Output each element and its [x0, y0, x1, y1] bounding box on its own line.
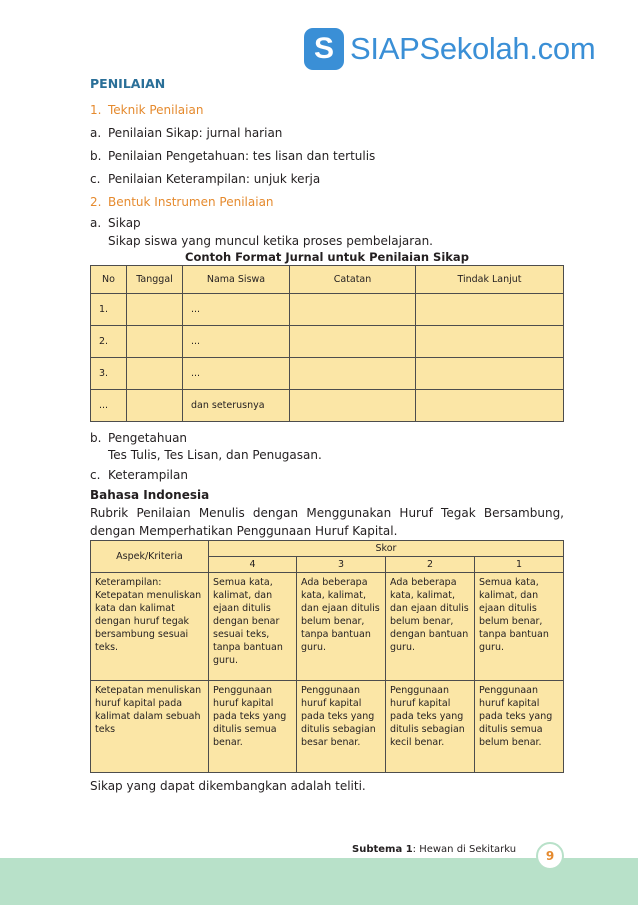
pengetahuan-heading	[90, 430, 564, 447]
rubric-cell: Penggunaan huruf kapital pada teks yang ditulis sebagian kecil benar.	[386, 681, 475, 773]
logo-badge: S	[304, 28, 344, 70]
table-row	[91, 294, 564, 326]
item-text: Penilaian Pengetahuan: tes lisan dan tertulis	[108, 149, 376, 163]
page-content	[90, 72, 564, 798]
bahasa-title: Bahasa Indonesia	[90, 488, 210, 502]
keterampilan-heading	[90, 464, 564, 487]
logo-text: SIAPSekolah.com	[350, 31, 596, 66]
teknik-heading	[90, 99, 564, 122]
subtema-label: Subtema 1	[352, 844, 413, 855]
subtema-name: : Hewan di Sekitarku	[412, 844, 517, 855]
keterampilan-label: c.	[90, 468, 101, 482]
pengetahuan-desc: Tes Tulis, Tes Lisan, dan Penugasan.	[108, 448, 322, 462]
teknik-number: 1.	[90, 103, 102, 117]
item-label: a.	[90, 126, 102, 140]
rubric-score-header: Skor	[209, 541, 564, 557]
table-cell: ...	[183, 294, 290, 326]
table-cell	[416, 326, 564, 358]
journal-caption: Contoh Format Jurnal untuk Penilaian Sikap	[185, 250, 469, 264]
teknik-item	[90, 145, 564, 168]
site-logo	[304, 26, 595, 72]
pengetahuan-title: Pengetahuan	[108, 431, 188, 445]
rubric-header-row	[91, 541, 564, 557]
rubric-aspect: Keterampilan: Ketepatan menuliskan kata dan kalimat dengan huruf tegak bersambung sesuai teks.	[91, 573, 209, 681]
table-cell: dan seterusnya	[183, 390, 290, 422]
table-cell	[290, 294, 416, 326]
rubric-aspect-header: Aspek/Kriteria	[91, 541, 209, 573]
table-cell	[290, 358, 416, 390]
page-number: 9	[536, 842, 564, 870]
bentuk-title: Bentuk Instrumen Penilaian	[108, 195, 274, 209]
rubric-aspect: Ketepatan menuliskan huruf kapital pada kalimat dalam sebuah teks	[91, 681, 209, 773]
table-cell: ...	[183, 326, 290, 358]
bentuk-heading	[90, 191, 564, 214]
rubric-table	[90, 540, 564, 773]
table-cell: 3.	[91, 358, 127, 390]
rubric-cell: Ada beberapa kata, kalimat, dan ejaan ditulis belum benar, dengan bantuan guru.	[386, 573, 475, 681]
rubric-cell: Penggunaan huruf kapital pada teks yang ditulis sebagian besar benar.	[297, 681, 386, 773]
rubric-cell: Ada beberapa kata, kalimat, dan ejaan ditulis belum benar, tanpa bantuan guru.	[297, 573, 386, 681]
table-cell: 1.	[91, 294, 127, 326]
table-cell	[127, 294, 183, 326]
table-cell: ...	[183, 358, 290, 390]
table-cell	[416, 358, 564, 390]
sikap-label: a.	[90, 216, 102, 230]
rubric-cell: Semua kata, kalimat, dan ejaan ditulis belum benar, tanpa bantuan guru.	[475, 573, 564, 681]
table-cell	[290, 390, 416, 422]
score-4: 4	[209, 557, 297, 573]
table-cell	[290, 326, 416, 358]
journal-table	[90, 265, 564, 422]
table-row	[91, 390, 564, 422]
table-cell	[127, 358, 183, 390]
bentuk-number: 2.	[90, 195, 102, 209]
table-cell	[416, 294, 564, 326]
keterampilan-title: Keterampilan	[108, 468, 188, 482]
header-catatan: Catatan	[290, 266, 416, 294]
header-no: No	[91, 266, 127, 294]
table-row	[91, 358, 564, 390]
score-3: 3	[297, 557, 386, 573]
teknik-title: Teknik Penilaian	[108, 103, 204, 117]
rubric-cell: Semua kata, kalimat, dan ejaan ditulis dengan benar sesuai teks, tanpa bantuan guru.	[209, 573, 297, 681]
sikap-desc: Sikap siswa yang muncul ketika proses pembelajaran.	[108, 234, 433, 248]
item-label: b.	[90, 149, 102, 163]
table-cell	[127, 390, 183, 422]
table-cell: 2.	[91, 326, 127, 358]
item-text: Penilaian Keterampilan: unjuk kerja	[108, 172, 321, 186]
table-row	[91, 573, 564, 681]
table-header-row	[91, 266, 564, 294]
score-2: 2	[386, 557, 475, 573]
table-cell: ...	[91, 390, 127, 422]
header-tindak-lanjut: Tindak Lanjut	[416, 266, 564, 294]
table-row	[91, 681, 564, 773]
footer-subtema	[352, 844, 516, 855]
table-cell	[416, 390, 564, 422]
item-text: Penilaian Sikap: jurnal harian	[108, 126, 283, 140]
teknik-item	[90, 122, 564, 145]
rubric-cell: Penggunaan huruf kapital pada teks yang ditulis semua belum benar.	[475, 681, 564, 773]
sikap-title: Sikap	[108, 216, 141, 230]
section-title: PENILAIAN	[90, 76, 166, 91]
header-tanggal: Tanggal	[127, 266, 183, 294]
teknik-item	[90, 168, 564, 191]
closing-text: Sikap yang dapat dikembangkan adalah teliti.	[90, 779, 366, 793]
rubric-cell: Penggunaan huruf kapital pada teks yang ditulis semua benar.	[209, 681, 297, 773]
score-1: 1	[475, 557, 564, 573]
bahasa-desc: Rubrik Penilaian Menulis dengan Menggunakan Huruf Tegak Bersambung, dengan Memperhatikan Penggunaan Huruf Kapital.	[90, 506, 564, 538]
sikap-heading	[90, 214, 564, 233]
table-cell	[127, 326, 183, 358]
header-nama-siswa: Nama Siswa	[183, 266, 290, 294]
table-row	[91, 326, 564, 358]
pengetahuan-label: b.	[90, 431, 102, 445]
item-label: c.	[90, 172, 101, 186]
